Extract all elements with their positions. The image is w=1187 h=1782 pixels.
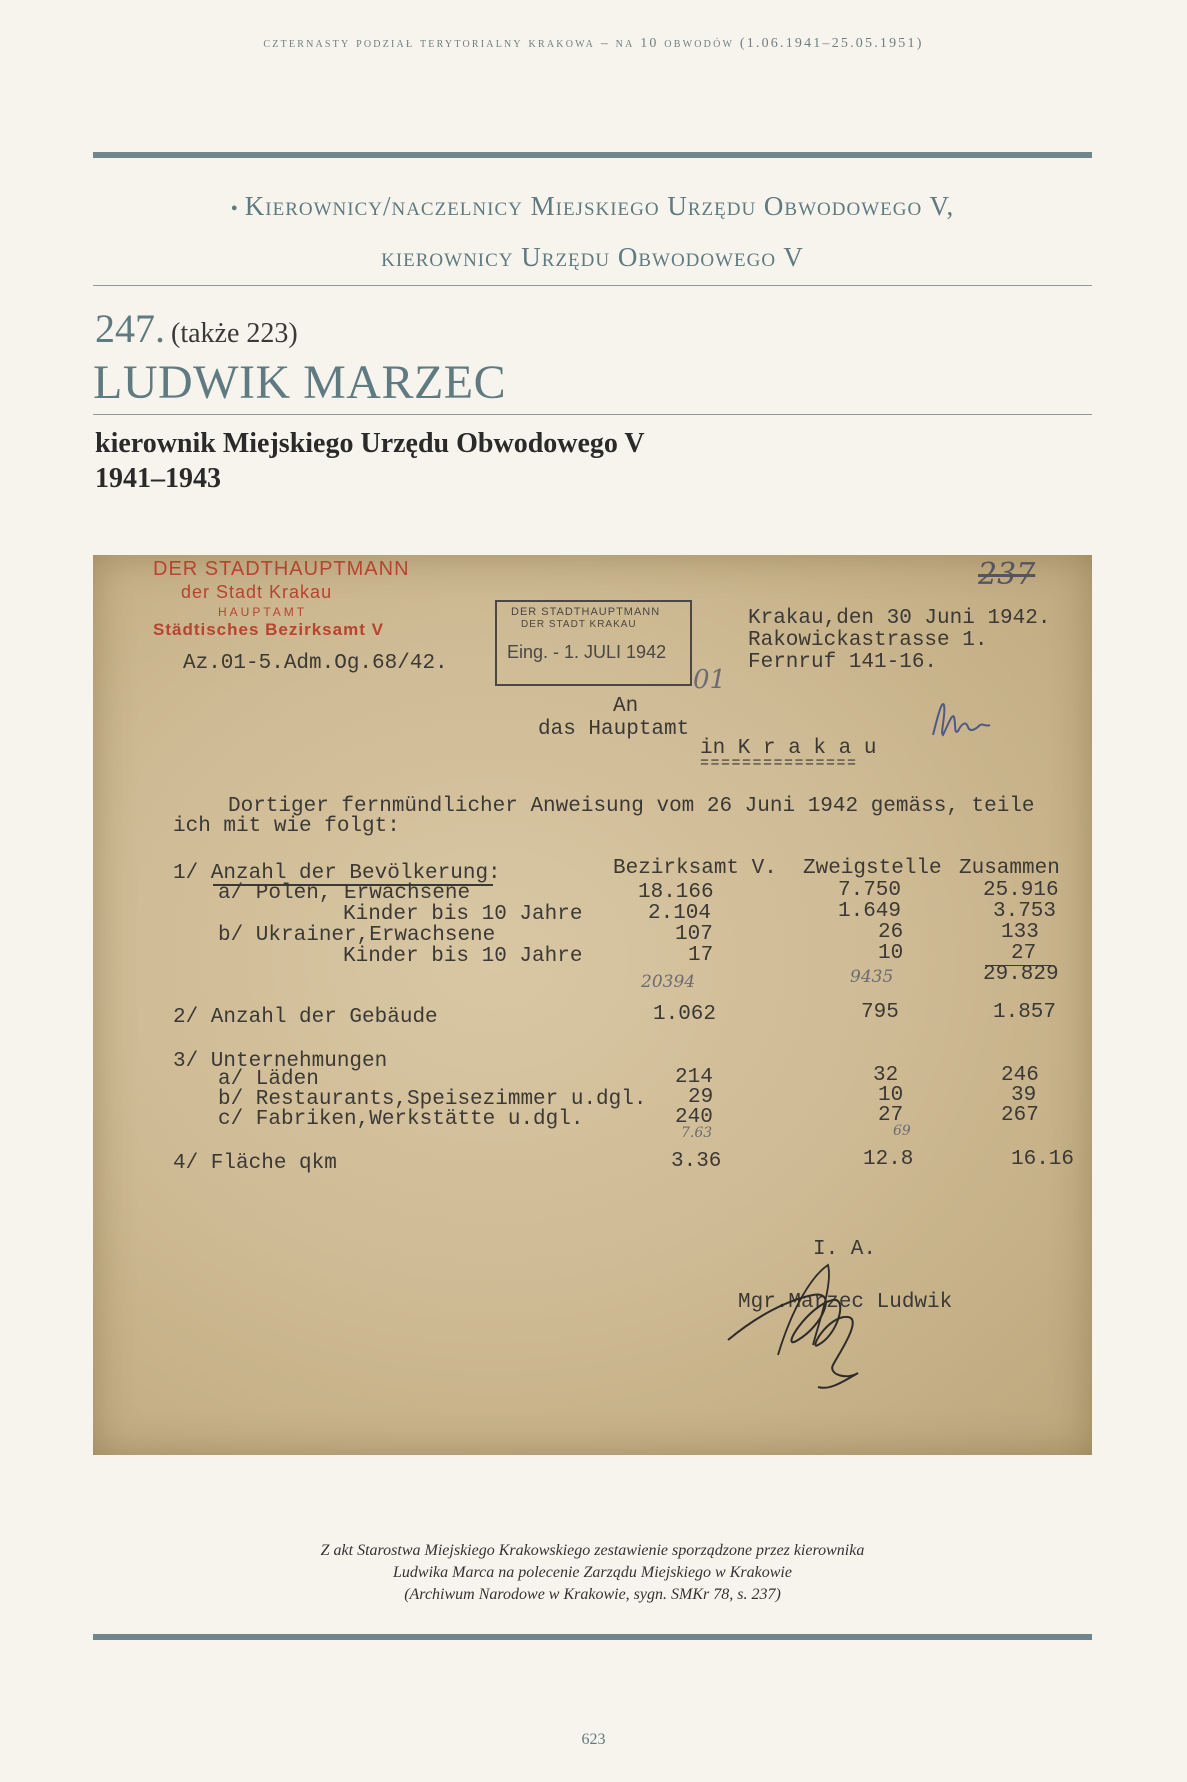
column-header-zusammen: Zusammen [959, 857, 1060, 880]
table-cell: 1.649 [838, 900, 902, 923]
row-label: Kinder bis 10 Jahre [343, 945, 583, 968]
table-cell: 214 [675, 1066, 713, 1089]
signatory-name: Mgr.Marzec Ludwik [738, 1291, 953, 1314]
caption-line1: Z akt Starostwa Miejskiego Krakowskiego zestawienie sporządzone przez kierownika [320, 1542, 865, 1559]
table-cell: 32 [873, 1064, 899, 1087]
row-label: a/ Polen, Erwachsene [218, 882, 471, 905]
table-cell: 267 [1001, 1104, 1039, 1127]
column-header-bezirksamt: Bezirksamt V. [613, 857, 777, 880]
table-cell: 240 [675, 1106, 713, 1129]
intro-line2: ich mit wie folgt: [173, 815, 400, 838]
role-title: kierownik Miejskiego Urzędu Obwodowego V [95, 428, 645, 459]
archival-document-image [93, 555, 1092, 1455]
street-address: Rakowickastrasse 1. [748, 629, 988, 652]
column-header-zweigstelle: Zweigstelle [803, 857, 942, 880]
table-cell: 25.916 [983, 879, 1059, 902]
table-cell: 246 [1001, 1064, 1039, 1087]
place-date: Krakau,den 30 Juni 1942. [748, 607, 1051, 630]
hand-note-1: 7.63 [681, 1125, 713, 1141]
caption-line3: (Archiwum Narodowe w Krakowie, sygn. SMKr 78, s. 237) [404, 1586, 781, 1603]
bullet-icon: • [230, 197, 239, 220]
figure-caption [93, 1540, 1092, 1606]
table-cell: 10 [878, 1084, 904, 1107]
table-cell: 17 [688, 944, 714, 967]
section-title-line1: • Kierownicy/naczelnicy Miejskiego Urzędu Obwodowego V, [230, 191, 955, 221]
phone-number: Fernruf 141-16. [748, 651, 938, 674]
table-cell: 1.857 [993, 1001, 1057, 1024]
row-label: Kinder bis 10 Jahre [343, 903, 583, 926]
section1-label: 1/ Anzahl der Bevölkerung: [173, 862, 501, 885]
receipt-stamp-line2: DER STADT KRAKAU [521, 619, 637, 630]
letterhead-line3: HAUPTAMT [218, 605, 308, 619]
name-rule [93, 414, 1092, 415]
letterhead-line2: der Stadt Krakau [181, 582, 333, 602]
addressee-underline: =============== [700, 755, 858, 772]
page-number: 623 [581, 1731, 606, 1748]
table-cell: 3.36 [671, 1150, 722, 1173]
running-head: czternasty podział terytorialny krakowa – na 10 obwodów (1.06.1941–25.05.1951) [263, 36, 924, 51]
receipt-stamp-date: Eing. - 1. JULI 1942 [507, 642, 667, 662]
table-cell: 18.166 [638, 881, 714, 904]
entry-number-value: 247. [95, 306, 165, 351]
table-cell: 29 [688, 1086, 714, 1109]
table-cell: 3.753 [993, 900, 1057, 923]
row-label: a/ Läden [218, 1068, 319, 1091]
table-cell: 1.062 [653, 1003, 717, 1026]
table-cell: 10 [878, 942, 904, 965]
table-cell: 27 [878, 1104, 904, 1127]
letterhead-line1: DER STADTHAUPTMANN [153, 558, 410, 580]
section4-label: 4/ Fläche qkm [173, 1152, 337, 1175]
table-cell: 2.104 [648, 902, 712, 925]
addressee-an: An [613, 695, 639, 718]
closing-ia: I. A. [813, 1238, 877, 1261]
initials-mark [928, 695, 998, 745]
population-total: 29.829 [983, 963, 1059, 986]
table-cell: 133 [1001, 921, 1039, 944]
section-title-line2: kierownicy Urzędu Obwodowego V [381, 241, 804, 272]
reference-number: Az.01-5.Adm.Og.68/42. [183, 652, 448, 675]
tenure-years: 1941–1943 [95, 463, 221, 494]
table-cell: 107 [675, 923, 713, 946]
intro-line1: Dortiger fernmündlicher Anweisung vom 26 Juni 1942 gemäss, teile [228, 795, 1035, 818]
addressee-office: das Hauptamt [538, 718, 690, 741]
hand-total-1: 20394 [641, 972, 696, 992]
table-cell: 39 [1011, 1084, 1037, 1107]
section-title [93, 182, 1092, 281]
row-label: b/ Ukrainer,Erwachsene [218, 924, 496, 947]
table-cell: 16.16 [1011, 1148, 1075, 1171]
table-cell: 26 [878, 921, 904, 944]
table-cell: 795 [861, 1001, 899, 1024]
row-label: b/ Restaurants,Speisezimmer u.dgl. [218, 1088, 647, 1111]
person-name: LUDWIK MARZEC [93, 356, 507, 409]
bottom-rule [93, 1634, 1092, 1640]
addressee-city: in K r a k a u [700, 737, 877, 760]
entry-also: (także 223) [171, 318, 298, 349]
caption-line2: Ludwika Marca na polecenie Zarządu Miejskiego w Krakowie [393, 1564, 792, 1581]
receipt-note: 01 [693, 665, 727, 695]
section-rule [93, 285, 1092, 286]
row-label: c/ Fabriken,Werkstätte u.dgl. [218, 1108, 584, 1131]
table-cell: 7.750 [838, 879, 902, 902]
hand-note-2: 69 [893, 1123, 911, 1139]
section2-label: 2/ Anzahl der Gebäude [173, 1006, 438, 1029]
hand-total-2: 9435 [850, 967, 894, 987]
receipt-stamp [495, 600, 692, 686]
entry-number [95, 305, 298, 352]
section3-label: 3/ Unternehmungen [173, 1050, 388, 1073]
top-rule [93, 152, 1092, 158]
table-cell: 12.8 [863, 1148, 914, 1171]
receipt-stamp-line1: DER STADTHAUPTMANN [511, 606, 661, 618]
table-cell: 27 [1011, 942, 1037, 965]
archive-number: 237 [978, 557, 1036, 592]
letterhead-line4: Städtisches Bezirksamt V [153, 620, 384, 639]
signature-mark [718, 1245, 898, 1395]
